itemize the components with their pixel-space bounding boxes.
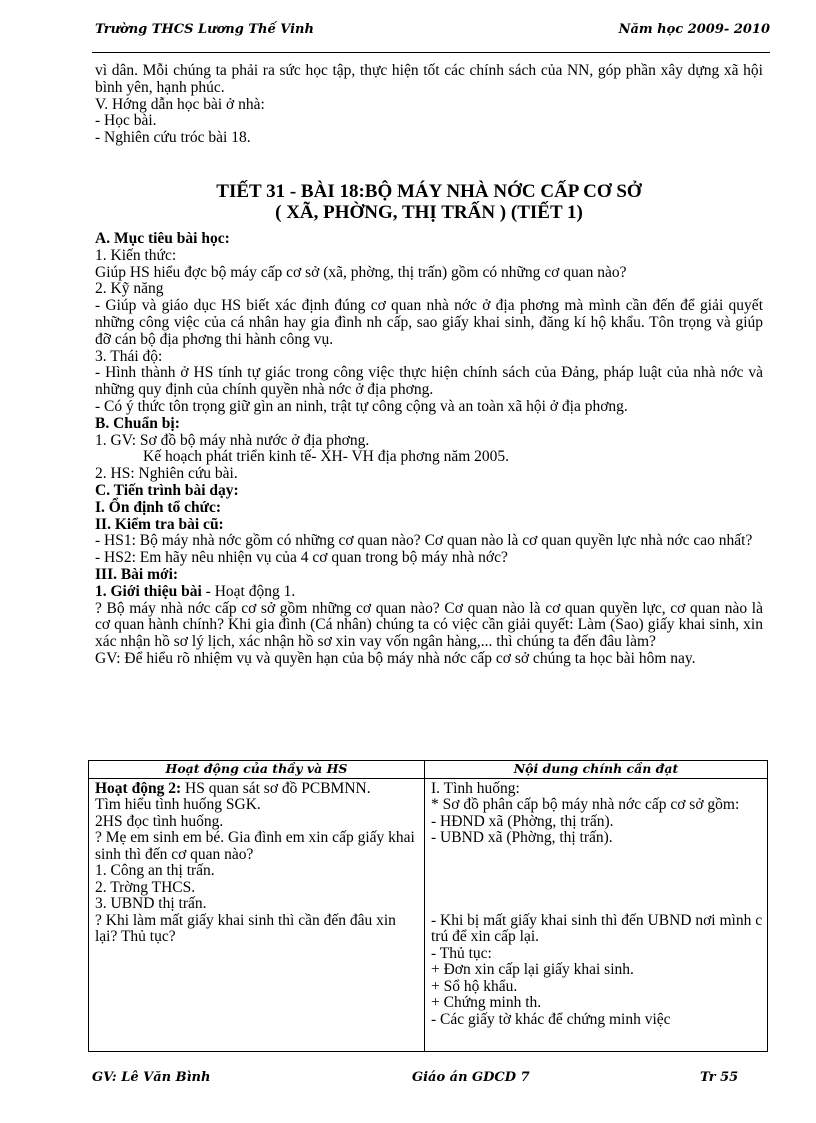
intro-line: V. Hớng dẫn học bài ở nhà: bbox=[95, 95, 265, 113]
c3-heading: III. Bài mới: bbox=[95, 565, 179, 583]
a3-heading: 3. Thái độ: bbox=[95, 347, 163, 365]
content-line: - Thủ tục: bbox=[431, 944, 492, 962]
intro-line: - Học bài. bbox=[95, 112, 157, 130]
activity-line: 2HS đọc tình huống. bbox=[95, 812, 224, 830]
content-line: + Đơn xin cấp lại giấy khai sinh. bbox=[431, 961, 634, 978]
intro-activity bbox=[95, 584, 763, 601]
b1-text: 1. GV: Sơ đồ bộ máy nhà nước ở địa phơng. bbox=[95, 431, 370, 449]
content-line: - Khi bị mất giấy khai sinh thì đến UBND nơi mình c trú để xin cấp lại. bbox=[431, 911, 763, 945]
a2-heading: 2. Kỹ năng bbox=[95, 280, 164, 298]
activity-line: 1. Công an thị trấn. bbox=[95, 862, 215, 879]
hs2-question: - HS2: Em hãy nêu nhiện vụ của 4 cơ quan trong bộ máy nhà nớc? bbox=[95, 549, 508, 567]
content-line: - Các giấy tờ khác để chứng minh việc bbox=[431, 1010, 671, 1028]
intro-activity-text: - Hoạt động 1. bbox=[201, 582, 296, 600]
a1-heading: 1. Kiến thức: bbox=[95, 246, 177, 264]
b2-text: 2. HS: Nghiên cứu bài. bbox=[95, 465, 238, 483]
activity-table bbox=[88, 760, 768, 1052]
b1-plan: Kế hoạch phát triển kinh tế- XH- VH địa phơng năm 2005. bbox=[143, 448, 510, 466]
lesson-subtitle: ( XÃ, PHỜNG, THỊ TRẤN ) (TIẾT 1) bbox=[275, 201, 583, 223]
document-body bbox=[95, 63, 763, 668]
content-line: * Sơ đồ phân cấp bộ máy nhà nớc cấp cơ sở gồm: bbox=[431, 796, 740, 813]
page-footer bbox=[92, 1070, 742, 1092]
footer-page: Tr 55 bbox=[700, 1070, 739, 1085]
lead-question: ? Bộ máy nhà nớc cấp cơ sở gồm những cơ quan nào? Cơ quan nào là cơ quan quyền lực, cơ quan nào là cơ quan hành chính? Khi gia đình (Cá nhân) chúng ta có việc cần giải quyết: Làm (Sao) giấy khai sinh, xin xác nhận hồ sơ lý lịch, xác nhận hồ sơ xin vay vốn ngân hàng,... thì chúng ta đến đâu làm? bbox=[95, 599, 763, 651]
hs1-question: - HS1: Bộ máy nhà nớc gồm có những cơ quan nào? Cơ quan nào là cơ quan quyền lực nhà nớc cao nhất? bbox=[95, 532, 753, 550]
page-header bbox=[95, 20, 770, 42]
activity-line: 2. Trờng THCS. bbox=[95, 878, 196, 896]
intro-line: vì dân. Mỗi chúng ta phải ra sức học tập, thực hiện tốt các chính sách của NN, góp phần xây dựng xã hội bình yên, hạnh phúc. bbox=[95, 62, 763, 96]
section-c-heading: C. Tiến trình bài dạy: bbox=[95, 481, 239, 499]
header-divider bbox=[92, 52, 770, 53]
content-line: + Chứng minh th. bbox=[431, 994, 542, 1011]
activity-line: ? Mẹ em sinh em bé. Gia đình em xin cấp giấy khai sinh thì đến cơ quan nào? bbox=[95, 829, 415, 863]
teacher-note: GV: Để hiểu rõ nhiệm vụ và quyền hạn của bộ máy nhà nớc cấp cơ sở chúng ta học bài hôm nay. bbox=[95, 649, 696, 667]
a2-text: - Giúp và giáo dục HS biết xác định đúng cơ quan nhà nớc ở địa phơng mà mình cần đến để giải quyết những công việc của cá nhân hay gia đình nh cấp, sao giấy khai sinh, đăng kí hộ khẩu. Tôn trọng và giúp đỡ cán bộ địa phơng thi hành công vụ. bbox=[95, 297, 763, 348]
a1-text: Giúp HS hiểu đợc bộ máy cấp cơ sở (xã, phờng, thị trấn) gồm có những cơ quan nào? bbox=[95, 263, 627, 281]
section-b-heading: B. Chuẩn bị: bbox=[95, 414, 180, 432]
content-cell bbox=[425, 778, 768, 1051]
col-header-activity: Hoạt động của thầy và HS bbox=[89, 761, 425, 779]
content-line: + Sổ hộ khẩu. bbox=[431, 977, 518, 995]
school-name: Trường THCS Lương Thế Vinh bbox=[95, 22, 314, 37]
content-line: - HĐND xã (Phờng, thị trấn). bbox=[431, 812, 614, 830]
col-header-content: Nội dung chính cần đạt bbox=[425, 761, 768, 779]
activity-line: ? Khi làm mất giấy khai sinh thì cần đến đâu xin lại? Thủ tục? bbox=[95, 911, 396, 945]
activity-line: Tìm hiểu tình huống SGK. bbox=[95, 796, 261, 813]
intro-line: - Nghiên cứu tróc bài 18. bbox=[95, 129, 251, 147]
lesson-title: TIẾT 31 - BÀI 18:BỘ MÁY NHÀ NỚC CẤP CƠ SỞ bbox=[216, 180, 642, 202]
content-line: I. Tình huống: bbox=[431, 779, 520, 797]
c2-heading: II. Kiểm tra bài cũ: bbox=[95, 515, 224, 533]
school-year: Năm học 2009- 2010 bbox=[618, 22, 770, 37]
activity-cell bbox=[89, 778, 425, 1051]
activity-line: HS quan sát sơ đồ PCBMNN. bbox=[181, 779, 371, 797]
a3-text-1: - Hình thành ở HS tính tự giác trong công việc thực hiện chính sách của Đảng, pháp luật của nhà nớc và những quy định của chính quyền nhà nớc ở địa phơng. bbox=[95, 364, 763, 399]
c1-heading: I. Ổn định tổ chức: bbox=[95, 498, 222, 516]
intro-activity-label: 1. Giới thiệu bài bbox=[95, 582, 202, 600]
activity-line: 3. UBND thị trấn. bbox=[95, 895, 207, 912]
footer-author: GV: Lê Văn Bình bbox=[92, 1070, 211, 1085]
a3-text-2: - Có ý thức tôn trọng giữ gìn an ninh, trật tự công cộng và an toàn xã hội ở địa phơng. bbox=[95, 397, 628, 415]
activity-label: Hoạt động 2: bbox=[95, 779, 182, 797]
section-a-heading: A. Mục tiêu bài học: bbox=[95, 229, 230, 247]
content-line: - UBND xã (Phờng, thị trấn). bbox=[431, 829, 613, 846]
activity-first-line bbox=[95, 781, 420, 798]
footer-doc: Giáo án GDCD 7 bbox=[412, 1070, 530, 1085]
